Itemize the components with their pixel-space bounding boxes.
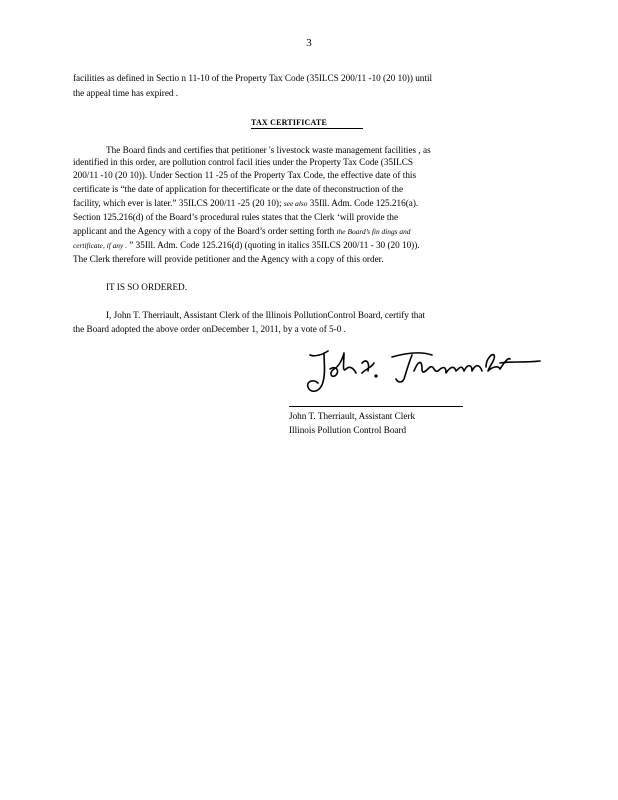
para2-line8 (73, 239, 420, 252)
para2-line4: certificate is “the date of application for thecertificate or the date of theconstruction of the (73, 184, 404, 194)
para2-line8-end: ” 35Ill. Adm. Code 125.216(d) (quoting in italics 35ILCS 200/11 - 30 (20 10)). (129, 240, 420, 250)
signer-title: Illinois Pollution Control Board (289, 425, 407, 435)
para2-line5 (73, 197, 418, 210)
para1-line1: facilities as defined in Sectio n 11-10 of the Property Tax Code (35ILCS 200/11 -10 (20 10)) until (73, 73, 433, 83)
para2-line7 (73, 225, 410, 238)
section-heading: TAX CERTIFICATE (251, 117, 363, 129)
para2-line3: 200/11 -10 (20 10)). Under Section 11 -25 of the Property Tax Code, the effective date of this (73, 170, 417, 180)
para2-line9: The Clerk therefore will provide petitioner and the Agency with a copy of this order. (73, 254, 384, 264)
handwritten-signature (300, 343, 550, 398)
para2-line6: Section 125.216(d) of the Board’s procedural rules states that the Clerk ‘will provide the (73, 212, 399, 222)
para2-line7-text: applicant and the Agency with a copy of the Board’s order setting forth (73, 226, 335, 236)
para2-line5-text: facility, which ever is later.” 35ILCS 200/11 -25 (20 10); (73, 198, 282, 208)
signature-line (289, 406, 463, 407)
cert-line1: I, John T. Therriault, Assistant Clerk of the Illinois PollutionControl Board, certify that (106, 310, 425, 320)
para2-line2: identified in this order, are pollution control facil ities under the Property Tax Code (35ILCS (73, 157, 413, 167)
para2-line5-end: 35Ill. Adm. Code 125.216(a). (309, 198, 419, 208)
para2-line5-italic: see also (283, 199, 308, 208)
signer-name: John T. Therriault, Assistant Clerk (289, 411, 416, 421)
para1-line2: the appeal time has expired . (73, 88, 179, 98)
ordered-line: IT IS SO ORDERED. (106, 282, 187, 292)
cert-line2: the Board adopted the above order onDecember 1, 2011, by a vote of 5-0 . (73, 324, 346, 334)
para2-line8-italic: certificate, if any . (73, 241, 127, 250)
page-number: 3 (306, 37, 312, 49)
para2-line7-italic: the Board’s fin dings and (336, 227, 411, 236)
para2-line1: The Board finds and certifies that petitioner 's livestock waste management facilities , as (106, 145, 431, 155)
